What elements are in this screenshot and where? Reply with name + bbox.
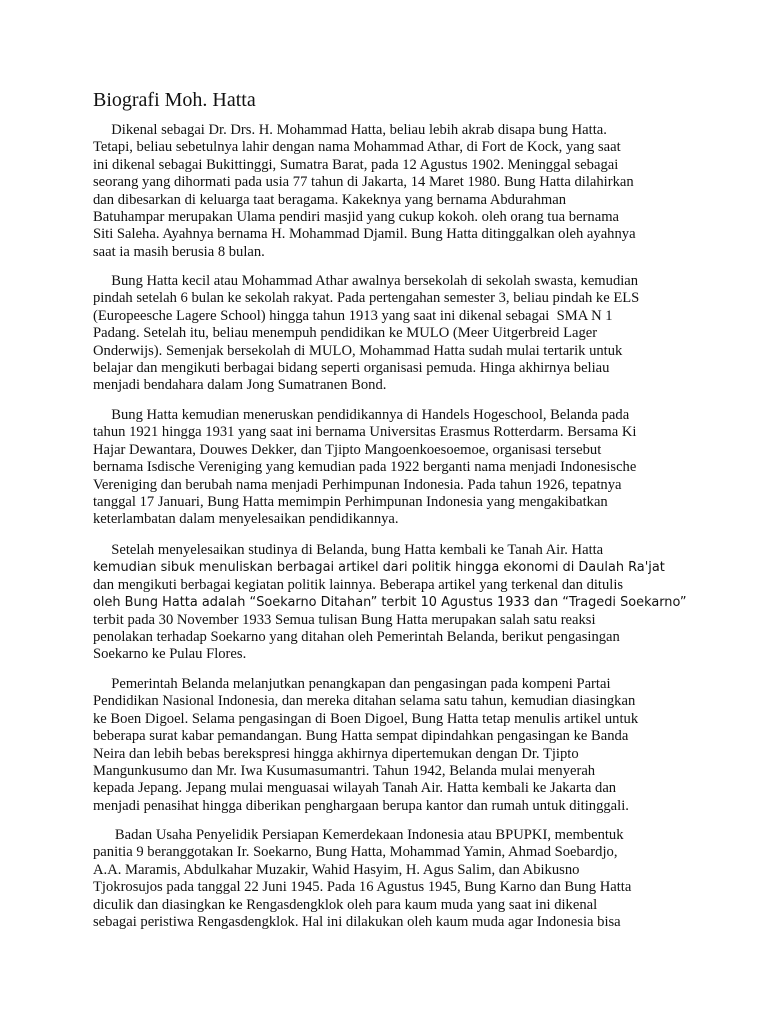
paragraph-2	[93, 273, 693, 395]
paragraph-4	[93, 542, 693, 664]
text-line: ke Boen Digoel. Selama pengasingan di Boen Digoel, Bung Hatta tetap menulis artikel untuk	[93, 710, 639, 727]
text-line: tahun 1921 hingga 1931 yang saat ini bernama Universitas Erasmus Rotterdarm. Bersama Ki	[93, 424, 637, 441]
text-line: Tetapi, beliau sebetulnya lahir dengan nama Mohammad Athar, di Fort de Kock, yang saat	[93, 139, 621, 156]
text-line: dan dibesarkan di keluarga taat beragama. Kakeknya yang bernama Abdurahman	[93, 191, 567, 208]
text-line: menjadi penasihat hingga diberikan penghargaan berupa kantor dan rumah untuk ditinggali.	[93, 797, 629, 814]
text-line: menjadi bendahara dalam Jong Sumatranen Bond.	[93, 377, 387, 394]
text-line: seorang yang dihormati pada usia 77 tahun di Jakarta, 14 Maret 1980. Bung Hatta dilahirkan	[93, 174, 634, 191]
text-line: terbit pada 30 November 1933 Semua tulisan Bung Hatta merupakan salah satu reaksi	[93, 611, 596, 628]
paragraph-6	[93, 827, 693, 931]
text-line: saat ia masih berusia 8 bulan.	[93, 243, 265, 260]
text-line: belajar dan mengikuti berbagai bidang seperti organisasi pemuda. Hinga akhirnya beliau	[93, 360, 610, 377]
paragraph-5	[93, 676, 693, 815]
text-line: Pendidikan Nasional Indonesia, dan mereka ditahan selama satu tahun, kemudian diasingkan	[93, 693, 636, 710]
text-line: Siti Saleha. Ayahnya bernama H. Mohammad Djamil. Bung Hatta ditinggalkan oleh ayahnya	[93, 226, 636, 243]
text-line: Mangunkusumo dan Mr. Iwa Kusumasumantri. Tahun 1942, Belanda mulai menyerah	[93, 763, 596, 780]
text-line: Tjokrosujos pada tanggal 22 Juni 1945. Pada 16 Agustus 1945, Bung Karno dan Bung Hatta	[93, 879, 632, 896]
text-line: kemudian sibuk menuliskan berbagai artikel dari politik hingga ekonomi di Daulah Ra'jat	[93, 560, 665, 576]
text-line: sebagai peristiwa Rengasdengklok. Hal ini dilakukan oleh kaum muda agar Indonesia bisa	[93, 914, 621, 931]
paragraph-1	[93, 122, 693, 261]
text-line: panitia 9 beranggotakan Ir. Soekarno, Bung Hatta, Mohammad Yamin, Ahmad Soebardjo,	[93, 844, 618, 861]
text-line: oleh Bung Hatta adalah “Soekarno Ditahan” terbit 10 Agustus 1933 dan “Tragedi Soekarno”	[93, 595, 687, 611]
document-title: Biografi Moh. Hatta	[93, 89, 256, 111]
text-line: penolakan terhadap Soekarno yang ditahan oleh Pemerintah Belanda, berikut pengasingan	[93, 629, 620, 646]
text-line: kepada Jepang. Jepang mulai menguasai wilayah Tanah Air. Hatta kembali ke Jakarta dan	[93, 780, 617, 797]
text-line: Onderwijs). Semenjak bersekolah di MULO, Mohammad Hatta sudah mulai tertarik untuk	[93, 342, 623, 359]
text-line: dan mengikuti berbagai kegiatan politik lainnya. Beberapa artikel yang terkenal dan ditulis	[93, 576, 624, 593]
text-line: A.A. Maramis, Abdulkahar Muzakir, Wahid Hasyim, H. Agus Salim, dan Abikusno	[93, 861, 580, 878]
text-line: Batuhampar merupakan Ulama pendiri masjid yang cukup kokoh. oleh orang tua bernama	[93, 209, 620, 226]
text-line: Padang. Setelah itu, beliau menempuh pendidikan ke MULO (Meer Uitgerbreid Lager	[93, 325, 598, 342]
text-line: diculik dan diasingkan ke Rengasdengklok oleh para kaum muda yang saat ini dikenal	[93, 896, 598, 913]
text-line: tanggal 17 Januari, Bung Hatta memimpin Perhimpunan Indonesia yang mengakibatkan	[93, 494, 608, 511]
text-line: Hajar Dewantara, Douwes Dekker, dan Tjipto Mangoenkoesoemoe, organisasi tersebut	[93, 441, 602, 458]
text-line: Badan Usaha Penyelidik Persiapan Kemerdekaan Indonesia atau BPUPKI, membentuk	[93, 827, 624, 843]
text-line: Pemerintah Belanda melanjutkan penangkapan dan pengasingan pada kompeni Partai	[93, 676, 611, 692]
text-line: beberapa surat kabar pemandangan. Bung Hatta sempat dipindahkan pengasingan ke Banda	[93, 728, 629, 745]
text-line: keterlambatan dalam menyelesaikan pendidikannya.	[93, 511, 399, 528]
text-line: Bung Hatta kecil atau Mohammad Athar awalnya bersekolah di sekolah swasta, kemudian	[93, 273, 639, 289]
text-line: Bung Hatta kemudian meneruskan pendidikannya di Handels Hogeschool, Belanda pada	[93, 407, 630, 423]
text-line: bernama Isdische Vereniging yang kemudian pada 1922 berganti nama menjadi Indonesische	[93, 459, 637, 476]
text-line: Dikenal sebagai Dr. Drs. H. Mohammad Hatta, beliau lebih akrab disapa bung Hatta.	[93, 122, 607, 138]
text-line: Soekarno ke Pulau Flores.	[93, 646, 247, 663]
text-line: (Europeesche Lagere School) hingga tahun 1913 yang saat ini dikenal sebagai SMA N 1	[93, 307, 613, 324]
text-line: Neira dan lebih bebas berekspresi hingga akhirnya dipertemukan dengan Dr. Tjipto	[93, 745, 579, 762]
text-line: pindah setelah 6 bulan ke sekolah rakyat. Pada pertengahan semester 3, beliau pindah ke ELS	[93, 290, 640, 307]
text-line: ini dikenal sebagai Bukittinggi, Sumatra Barat, pada 12 Agustus 1902. Meninggal sebagai	[93, 156, 619, 173]
paragraph-3	[93, 407, 693, 529]
text-line: Vereniging dan berubah nama menjadi Perhimpunan Indonesia. Pada tahun 1926, tepatnya	[93, 476, 622, 493]
text-line: Setelah menyelesaikan studinya di Belanda, bung Hatta kembali ke Tanah Air. Hatta	[93, 542, 604, 558]
